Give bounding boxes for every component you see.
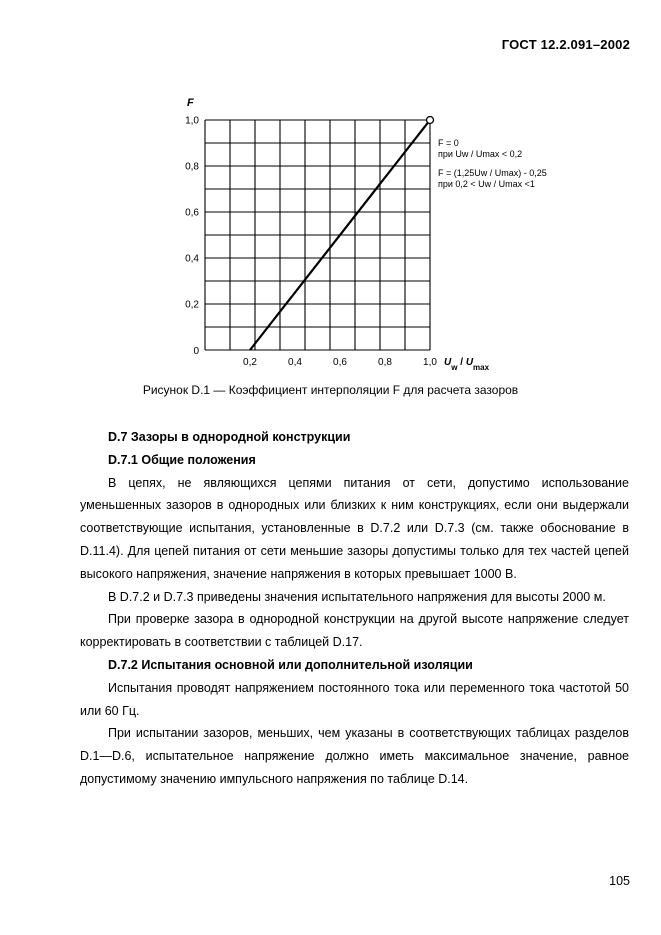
x-axis-label: $U_w / U_{max}$ — [444, 357, 490, 372]
x-tick-label: 0,8 — [378, 357, 392, 368]
x-tick-label: 1,0 — [423, 357, 437, 368]
annotation-formula: F = (1,25Uw / Umax) - 0,25 — [438, 168, 547, 178]
paragraph-4: Испытания проводят напряжением постоянного тока или переменного тока частотой 50 или 60 Гц. — [80, 680, 629, 718]
figure-caption: Рисунок D.1 — Коэффициент интерполяции F для расчета зазоров — [142, 383, 519, 397]
page-number: 105 — [609, 874, 630, 888]
x-tick-label: 0,6 — [333, 357, 347, 368]
origin-label: 0 — [193, 346, 199, 357]
paragraph-2: В D.7.2 и D.7.3 приведены значения испытательного напряжения для высоты 2000 м. — [108, 589, 606, 604]
document-body — [80, 426, 629, 791]
annotation-formula: F = 0 — [438, 138, 459, 148]
x-tick-label: 0,2 — [243, 357, 257, 368]
paragraph-5: При испытании зазоров, меньших, чем указаны в соответствующих таблицах разделов D.1—D.6, испытательное напряжение должно иметь максимальное значение, равное допустимому значению импульсного напряжения по таблице D.14. — [80, 726, 629, 786]
y-tick-label: 0,8 — [185, 161, 199, 173]
chart-svg — [180, 90, 580, 380]
section-heading-d72: D.7.2 Испытания основной или дополнительной изоляции — [108, 657, 473, 672]
endpoint-marker — [427, 117, 434, 124]
section-heading-d71: D.7.1 Общие положения — [108, 452, 256, 467]
y-axis-label: F — [187, 97, 194, 109]
y-tick-label: 0,2 — [185, 299, 199, 311]
section-heading-d7: D.7 Зазоры в однородной конструкции — [108, 430, 351, 444]
y-tick-label: 1,0 — [185, 115, 199, 127]
y-tick-label: 0,6 — [185, 207, 199, 219]
y-tick-label: 0,4 — [185, 253, 199, 265]
standard-code: ГОСТ 12.2.091–2002 — [501, 37, 630, 52]
paragraph-1: В цепях, не являющихся цепями питания от сети, допустимо использование уменьшенных зазоров в однородных или близких к ним конструкциях, если они выдержали соответствующие испытания, установленные в D.7.2 или D.7.3 (см. также обоснование в D.11.4). Для цепей питания от сети меньшие зазоры допустимы только для тех частей цепей высокого напряжения, значение напряжения в которых превышает 1000 В. — [80, 475, 629, 581]
annotation-condition: при 0,2 < Uw / Umax <1 — [438, 179, 535, 189]
annotation-condition: при Uw / Umax < 0,2 — [438, 149, 523, 159]
interpolation-chart — [180, 90, 580, 380]
x-tick-label: 0,4 — [288, 357, 302, 368]
paragraph-3: При проверке зазора в однородной конструкции на другой высоте напряжение следует корректировать в соответствии с таблицей D.17. — [80, 612, 629, 650]
